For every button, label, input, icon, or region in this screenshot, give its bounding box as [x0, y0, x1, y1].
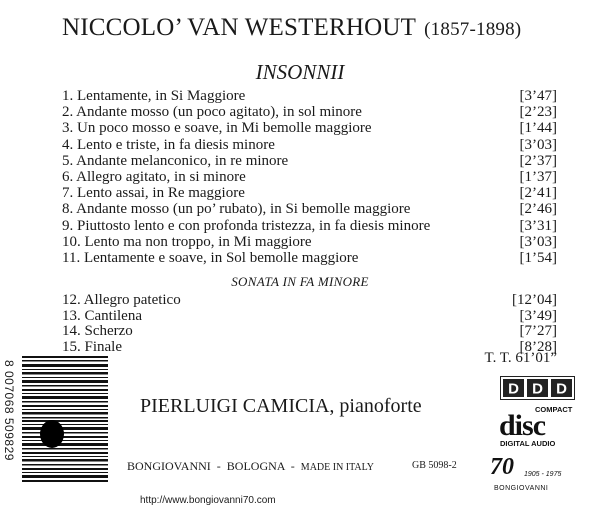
- composer-heading: [62, 14, 521, 42]
- svg-text:disc: disc: [499, 409, 546, 442]
- track-title: 9. Piuttosto lento e con profonda tristezza, in fa diesis minore: [62, 217, 431, 234]
- anniversary-logo: [488, 452, 578, 496]
- track-title: 6. Allegro agitato, in si minore: [62, 169, 246, 185]
- track-title: 12. Allegro patetico: [62, 292, 181, 308]
- track-duration: [3’03]: [519, 233, 557, 250]
- track-title: 7. Lento assai, in Re maggiore: [62, 185, 245, 202]
- barcode-number: 8 007068 509829: [2, 360, 16, 461]
- performer: PIERLUIGI CAMICIA, pianoforte: [140, 395, 422, 417]
- anniversary-logo-icon: [488, 452, 578, 496]
- compact-disc-icon: [497, 402, 575, 448]
- composer-name: NICCOLO’ VAN WESTERHOUT: [62, 14, 417, 41]
- track-duration: [7’27]: [519, 323, 557, 340]
- track-duration: [1’44]: [519, 120, 557, 137]
- track-duration: [12’04]: [512, 292, 557, 308]
- svg-text:COMPACT: COMPACT: [535, 405, 573, 414]
- track-title: 3. Un poco mosso e soave, in Mi bemolle maggiore: [62, 120, 372, 137]
- composer-dates: (1857-1898): [424, 19, 522, 40]
- track-duration: [2’23]: [519, 104, 557, 121]
- track-title: 2. Andante mosso (un poco agitato), in sol minore: [62, 104, 362, 121]
- track-duration: [2’37]: [519, 152, 557, 169]
- track-title: 8. Andante mosso (un po’ rubato), in Si bemolle maggiore: [62, 201, 411, 218]
- track-duration: [3’31]: [519, 217, 557, 234]
- publisher-city: BOLOGNA: [226, 459, 285, 473]
- sonata-heading: SONATA IN FA MINORE: [231, 274, 369, 289]
- barcode-icon: [22, 356, 108, 484]
- track-title: 15. Finale: [62, 338, 122, 355]
- publisher-line: BONGIOVANNI - BOLOGNA - MADE IN ITALY: [127, 459, 374, 473]
- svg-text:D: D: [508, 380, 519, 398]
- svg-text:DIGITAL AUDIO: DIGITAL AUDIO: [500, 439, 556, 448]
- compact-disc-logo: [497, 402, 575, 448]
- ddd-logo-icon: [500, 376, 575, 400]
- track-duration: [3’49]: [519, 307, 557, 324]
- svg-text:BONGIOVANNI: BONGIOVANNI: [494, 485, 549, 492]
- track-title: 11. Lentamente e soave, in Sol bemolle maggiore: [62, 250, 359, 266]
- track-title: 1. Lentamente, in Si Maggiore: [62, 88, 246, 104]
- track-title: 4. Lento e triste, in fa diesis minore: [62, 136, 275, 153]
- barcode-punch-hole: [40, 420, 64, 448]
- track-duration: [1’37]: [519, 169, 557, 185]
- track-title: 14. Scherzo: [62, 323, 133, 340]
- track-duration: [3’47]: [519, 88, 557, 104]
- website-url: http://www.bongiovanni70.com: [140, 495, 276, 506]
- track-title: 13. Cantilena: [62, 307, 142, 324]
- made-in: MADE IN ITALY: [300, 462, 374, 473]
- svg-text:D: D: [532, 380, 543, 398]
- track-title: 10. Lento ma non troppo, in Mi maggiore: [62, 233, 312, 250]
- track-duration: [2’46]: [519, 201, 557, 218]
- catalog-number: GB 5098-2: [412, 460, 457, 471]
- svg-text:D: D: [556, 380, 567, 398]
- svg-text:70: 70: [490, 454, 514, 480]
- svg-text:1905 - 1975: 1905 - 1975: [524, 471, 562, 478]
- track-duration: [3’03]: [519, 136, 557, 153]
- track-duration: [8’28]: [519, 338, 557, 355]
- publisher-label: BONGIOVANNI: [127, 459, 211, 473]
- track-duration: [1’54]: [519, 250, 557, 266]
- track-title: 5. Andante melanconico, in re minore: [62, 152, 289, 169]
- album-title: INSONNII: [255, 60, 345, 84]
- track-duration: [2’41]: [519, 185, 557, 202]
- total-time: T. T. 61’01”: [484, 350, 557, 366]
